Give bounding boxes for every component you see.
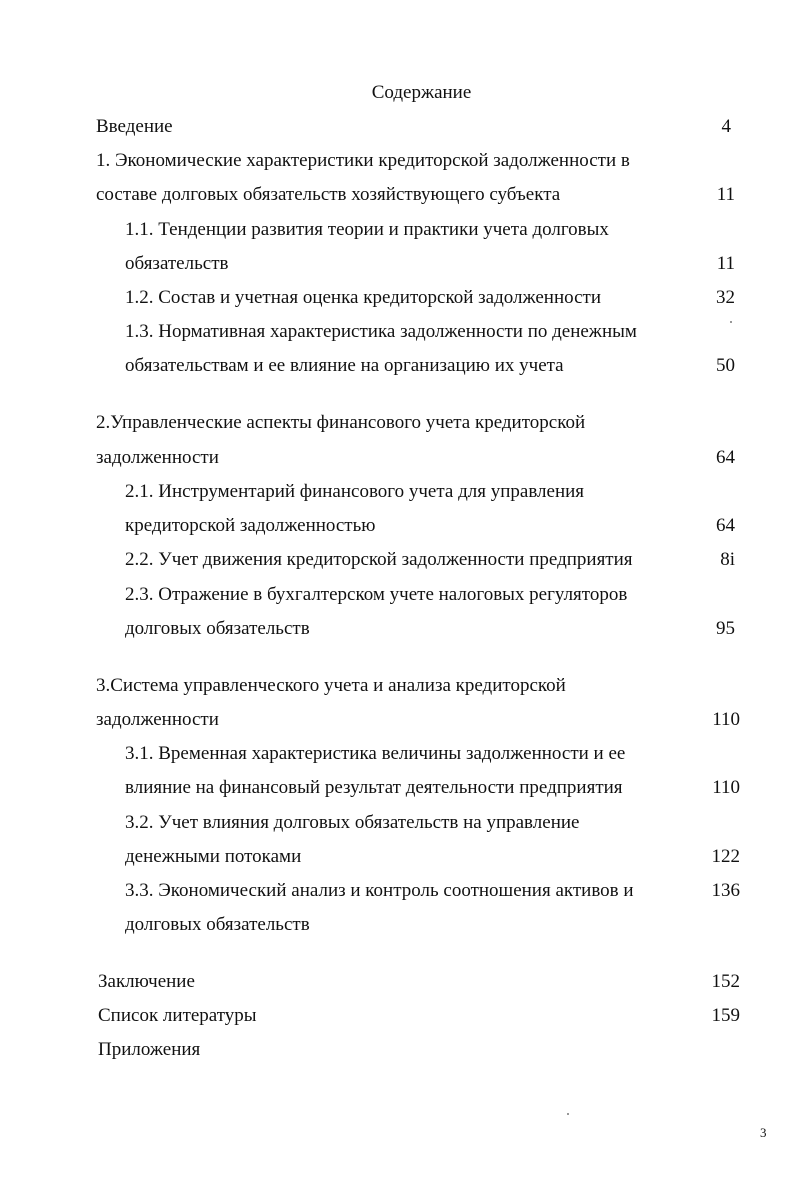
toc-entry-ch3-line-2: задолженности: [96, 709, 219, 730]
toc-entry-3-1-line-2: влияние на финансовый результат деятельности предприятия: [125, 777, 623, 798]
toc-entry-ch2-line-2: задолженности: [96, 447, 219, 468]
toc-entry-2-1-page: 64: [716, 515, 735, 536]
toc-entry-3-2-line-2: денежными потоками: [125, 846, 302, 867]
toc-entry-2-1-line-2: кредиторской задолженностью: [125, 515, 376, 536]
toc-entry-bibliography-page: 159: [711, 1005, 740, 1026]
toc-entry-conclusion-page: 152: [711, 971, 740, 992]
toc-entry-1-1-line-1: 1.1. Тенденции развития теории и практики учета долговых: [125, 219, 609, 240]
toc-entry-1-1-page: 11: [716, 253, 735, 274]
toc-entry-ch2-page: 64: [716, 447, 735, 468]
toc-entry-intro-line-1: Введение: [96, 116, 173, 137]
scan-speck: [567, 1113, 569, 1115]
toc-entry-2-2-line-1: 2.2. Учет движения кредиторской задолженности предприятия: [125, 549, 633, 570]
toc-entry-1-2-line-1: 1.2. Состав и учетная оценка кредиторской задолженности: [125, 287, 601, 308]
toc-entry-ch2-line-1: 2.Управленческие аспекты финансового учета кредиторской: [96, 412, 586, 433]
toc-entry-3-2-line-1: 3.2. Учет влияния долговых обязательств на управление: [125, 812, 580, 833]
page-number: 3: [760, 1125, 767, 1140]
toc-entry-2-2-page: 8i: [720, 549, 735, 570]
toc-entry-3-1-page: 110: [712, 777, 740, 798]
toc-entry-3-2-page: 122: [711, 846, 740, 867]
toc-entry-bibliography-line-1: Список литературы: [98, 1005, 257, 1026]
page-title: Содержание: [371, 82, 472, 103]
toc-entry-1-1-line-2: обязательств: [125, 253, 229, 274]
toc-entry-ch3-line-1: 3.Система управленческого учета и анализа кредиторской: [96, 675, 566, 696]
toc-entry-1-3-line-1: 1.3. Нормативная характеристика задолженности по денежным: [125, 321, 637, 342]
toc-entry-2-1-line-1: 2.1. Инструментарий финансового учета для управления: [125, 481, 585, 502]
toc-entry-3-3-line-1: 3.3. Экономический анализ и контроль соотношения активов и: [125, 880, 634, 901]
toc-entry-intro-page: 4: [721, 116, 731, 137]
toc-entry-3-1-line-1: 3.1. Временная характеристика величины задолженности и ее: [125, 743, 626, 764]
toc-entry-3-3-line-2: долговых обязательств: [125, 914, 310, 935]
toc-entry-2-3-line-2: долговых обязательств: [125, 618, 310, 639]
toc-entry-ch1-page: 11: [716, 184, 735, 205]
toc-entry-2-3-line-1: 2.3. Отражение в бухгалтерском учете налоговых регуляторов: [125, 584, 628, 605]
toc-entry-ch1-line-1: 1. Экономические характеристики кредиторской задолженности в: [96, 150, 630, 171]
toc-entry-1-2-page: 32: [716, 287, 735, 308]
toc-entry-conclusion-line-1: Заключение: [98, 971, 195, 992]
toc-entry-ch1-line-2: составе долговых обязательств хозяйствующего субъекта: [96, 184, 561, 205]
toc-entry-appendices-line-1: Приложения: [98, 1039, 201, 1060]
scan-speck: [730, 321, 732, 323]
toc-entry-1-3-line-2: обязательствам и ее влияние на организацию их учета: [125, 355, 564, 376]
toc-entry-1-3-page: 50: [716, 355, 735, 376]
toc-entry-3-3-page: 136: [711, 880, 740, 901]
toc-entry-2-3-page: 95: [716, 618, 735, 639]
toc-entry-ch3-page: 110: [712, 709, 740, 730]
